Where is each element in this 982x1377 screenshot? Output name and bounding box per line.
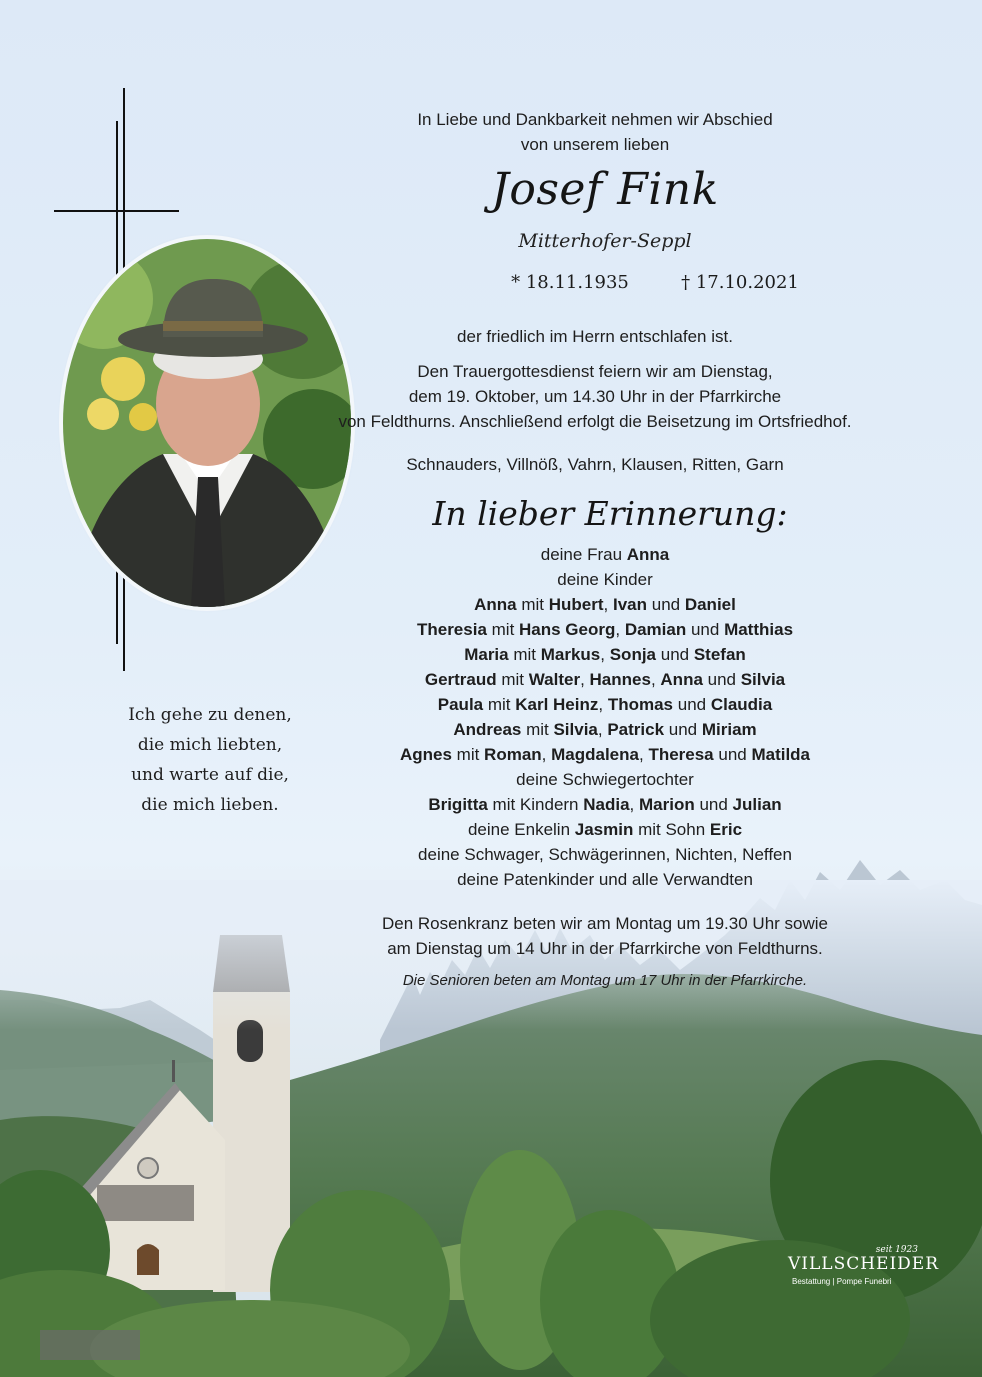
poem-line-1: Ich gehe zu denen, [128, 705, 292, 725]
family-line: Paula mit Karl Heinz, Thomas und Claudia [437, 695, 773, 714]
passed-text: der friedlich im Herrn entschlafen ist. [457, 327, 733, 346]
memory-heading: In lieber Erinnerung: [432, 494, 788, 533]
funeral-home-logo [778, 1245, 940, 1295]
deceased-name: Josef Fink [491, 164, 719, 215]
places-list: Schnauders, Villnöß, Vahrn, Klausen, Ritten, Garn [406, 455, 784, 474]
family-line: Andreas mit Silvia, Patrick und Miriam [453, 720, 757, 739]
seniors-prayer-note: Die Senioren beten am Montag um 17 Uhr in der Pfarrkirche. [402, 972, 808, 989]
family-line: deine Frau Anna [540, 545, 670, 564]
logo-name: VILLSCHEIDER [788, 1254, 940, 1274]
rosary-line-1: Den Rosenkranz beten wir am Montag um 19.30 Uhr sowie [382, 914, 828, 933]
family-line: deine Patenkinder und alle Verwandten [457, 870, 753, 889]
family-line: deine Schwager, Schwägerinnen, Nichten, Neffen [418, 845, 792, 864]
deceased-nickname: Mitterhofer-Seppl [518, 230, 692, 252]
family-line: deine Enkelin Jasmin mit Sohn Eric [467, 820, 743, 839]
intro-line-1: In Liebe und Dankbarkeit nehmen wir Abschied [417, 110, 773, 129]
poem-line-3: und warte auf die, [131, 765, 289, 785]
rosary-info [330, 911, 880, 961]
family-line: Theresia mit Hans Georg, Damian und Matthias [416, 620, 794, 639]
cross-horizontal-line [54, 210, 179, 212]
family-line: Gertraud mit Walter, Hannes, Anna und Silvia [424, 670, 786, 689]
intro-line-2: von unserem lieben [520, 135, 670, 154]
poem-line-2: die mich liebten, [137, 735, 283, 755]
family-line: Anna mit Hubert, Ivan und Daniel [474, 595, 736, 614]
family-line: Agnes mit Roman, Magdalena, Theresa und Matilda [399, 745, 811, 764]
logo-since: seit 1923 [875, 1245, 918, 1255]
family-line: Maria mit Markus, Sonja und Stefan [464, 645, 746, 664]
funeral-line-2: dem 19. Oktober, um 14.30 Uhr in der Pfarrkirche [408, 387, 782, 406]
family-line: deine Kinder [557, 570, 653, 589]
rosary-line-2: am Dienstag um 14 Uhr in der Pfarrkirche von Feldthurns. [387, 939, 823, 958]
funeral-info [320, 359, 870, 434]
family-line: deine Schwiegertochter [516, 770, 694, 789]
death-date: † 17.10.2021 [681, 272, 799, 293]
poem-line-4: die mich lieben. [141, 795, 279, 815]
funeral-line-3: von Feldthurns. Anschließend erfolgt die Beisetzung im Ortsfriedhof. [338, 412, 852, 431]
family-line: Brigitta mit Kindern Nadia, Marion und Julian [428, 795, 782, 814]
logo-subtitle: Bestattung | Pompe Funebri [792, 1277, 892, 1286]
poem [60, 700, 360, 820]
funeral-line-1: Den Trauergottesdienst feiern wir am Dienstag, [417, 362, 773, 381]
portrait-photo [63, 239, 351, 607]
family-list [330, 542, 880, 892]
intro-text [330, 107, 860, 157]
birth-date: * 18.11.1935 [511, 272, 629, 293]
